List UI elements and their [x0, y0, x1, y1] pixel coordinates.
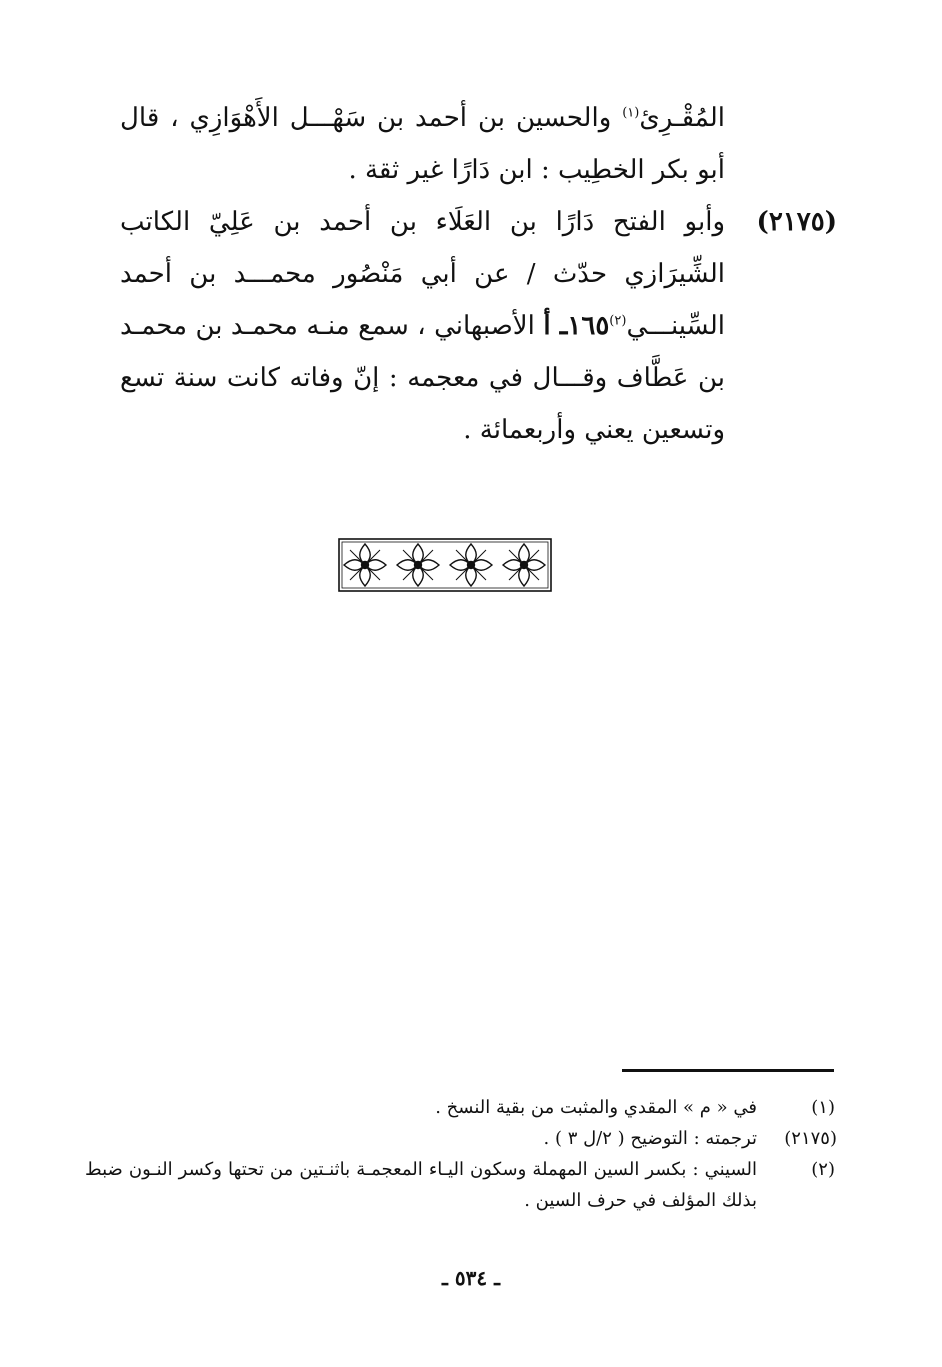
footnote-text: ترجمته : التوضيح ( ٢/ل ٣ ) . [543, 1128, 757, 1149]
footnote-2 [85, 1154, 835, 1216]
footnote-1 [85, 1092, 835, 1123]
footnote-text: السيني : بكسر السين المهملة وسكون اليـاء المعجمـة باثنـتين من تحتها وكسر النـون ضبط بذلك المؤلف في حرف السين . [85, 1159, 757, 1211]
footnotes [85, 1092, 835, 1216]
footnote-ref-2: (٢) [609, 313, 627, 329]
footnote-marker: (١) [811, 1097, 835, 1118]
footnote-marker: (٢١٧٥) [784, 1128, 837, 1149]
intro-word: المُقْـرِئ [639, 103, 725, 133]
main-text [120, 92, 837, 456]
entry-2175 [120, 196, 837, 456]
page-number: ـ ٥٣٤ ـ [442, 1266, 500, 1290]
footnote-ref-1: (١) [622, 105, 640, 121]
footnote-separator [622, 1069, 834, 1072]
intro-text: والحسين بن أحمد بن سَهْـــل الأَهْوَازِي ، قال أبو بكر الخطِيب : ابن دَارًا غير ثقة . [120, 103, 725, 185]
footnote-marker: (٢) [811, 1159, 835, 1180]
entry-number: (٢١٧٥) [756, 207, 837, 237]
decorative-ornament [338, 538, 552, 592]
entry-text-start: وأبو الفتح دَارًا بن العَلَاء بن أحمد بن عَلِيّ الكاتب الشِّيرَازي حدّث / عن أبي مَنْصُور محمـــد بن أحمد السِّينـــي [120, 207, 725, 341]
footnote-text: في « م » المقدي والمثبت من بقية النسخ . [435, 1097, 757, 1118]
intro-paragraph [120, 92, 725, 196]
folio-reference: ١٦٥ـ أ [543, 311, 610, 341]
footnote-2175 [85, 1123, 835, 1154]
entry-text-end: الأصبهاني ، سمع منـه محمـد بن محمـد بن عَطَّاف وقـــال في معجمه : إنّ وفاته كانت سنة تسع وتسعين يعني وأربعمائة . [120, 311, 725, 445]
